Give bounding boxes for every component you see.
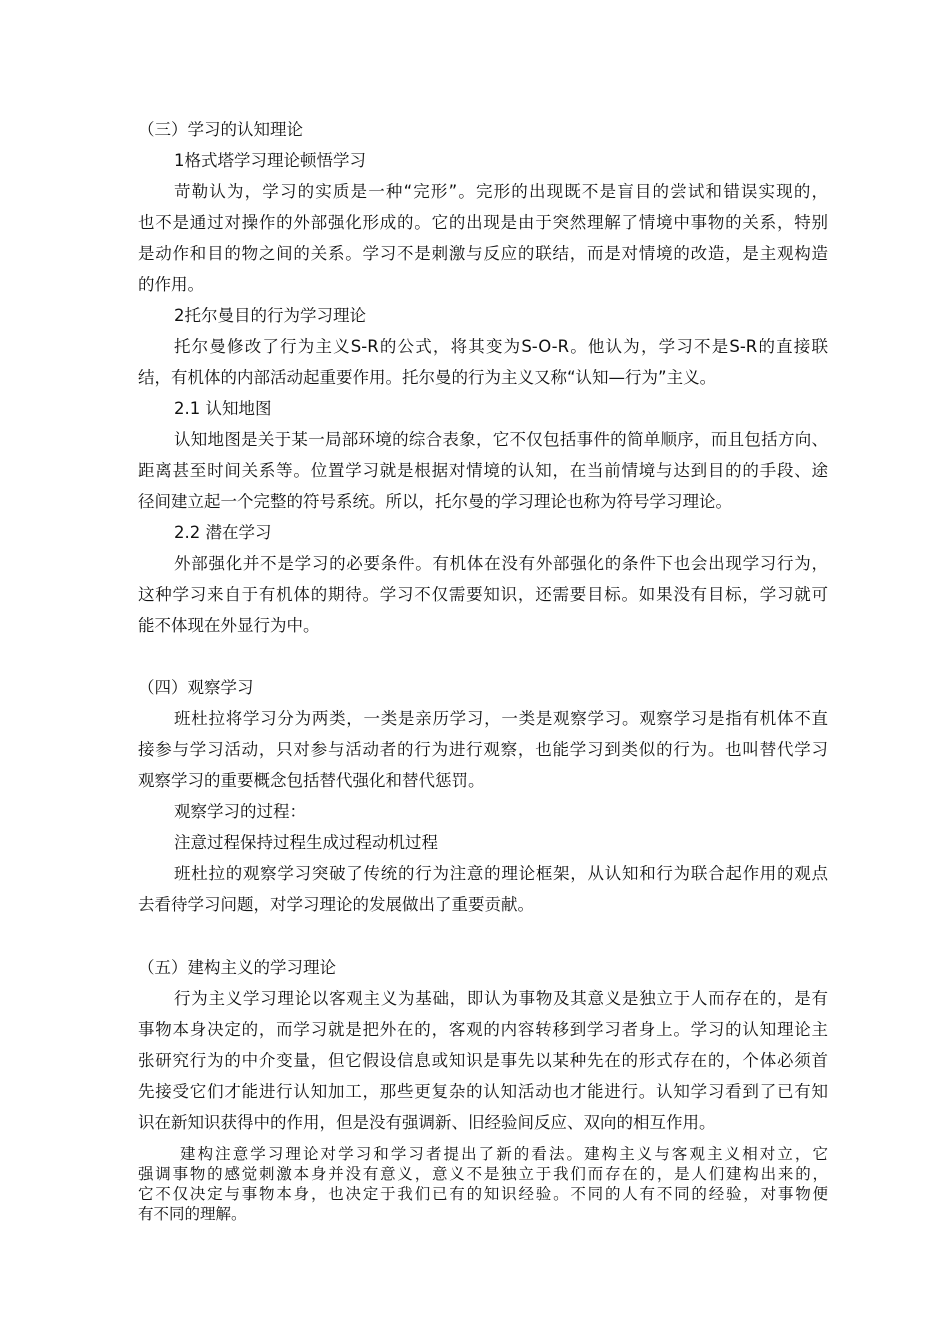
paragraph-line: 行为主义学习理论以客观主义为基础，即认为事物及其意义是独立于人而存在的，是有 bbox=[174, 989, 828, 1008]
paragraph-line: 班杜拉的观察学习突破了传统的行为注意的理论框架，从认知和行为联合起作用的观点 bbox=[174, 864, 828, 883]
paragraph-line: 观察学习的重要概念包括替代强化和替代惩罚。 bbox=[138, 771, 485, 790]
paragraph-line: 认知地图是关于某一局部环境的综合表象，它不仅包括事件的简单顺序，而且包括方向、 bbox=[174, 430, 828, 449]
paragraph-line: 有不同的理解。 bbox=[138, 1205, 247, 1223]
paragraph-line: 注意过程保持过程生成过程动机过程 bbox=[174, 833, 438, 852]
paragraph-line: 班杜拉将学习分为两类，一类是亲历学习，一类是观察学习。观察学习是指有机体不直 bbox=[174, 709, 828, 728]
paragraph-line: 径间建立起一个完整的符号系统。所以，托尔曼的学习理论也称为符号学习理论。 bbox=[138, 492, 732, 511]
paragraph-line: 是动作和目的物之间的关系。学习不是刺激与反应的联结，而是对情境的改造，是主观构造 bbox=[138, 244, 828, 263]
paragraph-line: 能不体现在外显行为中。 bbox=[138, 616, 320, 635]
paragraph-line: 也不是通过对操作的外部强化形成的。它的出现是由于突然理解了情境中事物的关系，特别 bbox=[138, 213, 828, 232]
paragraph-line: 的作用。 bbox=[138, 275, 204, 294]
paragraph-line: 识在新知识获得中的作用，但是没有强调新、旧经验间反应、双向的相互作用。 bbox=[138, 1113, 716, 1132]
paragraph-line: 结，有机体的内部活动起重要作用。托尔曼的行为主义又称“认知—行为”主义。 bbox=[138, 368, 717, 387]
section-3-heading: （三）学习的认知理论 bbox=[138, 120, 303, 139]
subheading-gestalt: 1格式塔学习理论顿悟学习 bbox=[174, 151, 366, 170]
paragraph-line: 观察学习的过程： bbox=[174, 802, 306, 821]
paragraph-line: 苛勒认为，学习的实质是一种“完形”。完形的出现既不是盲目的尝试和错误实现的， bbox=[174, 182, 828, 201]
paragraph-line: 事物本身决定的，而学习就是把外在的，客观的内容转移到学习者身上。学习的认知理论主 bbox=[138, 1020, 828, 1039]
paragraph-line: 距离甚至时间关系等。位置学习就是根据对情境的认知，在当前情境与达到目的的手段、途 bbox=[138, 461, 828, 480]
paragraph-line: 接参与学习活动，只对参与活动者的行为进行观察，也能学习到类似的行为。也叫替代学习 bbox=[138, 740, 828, 759]
paragraph-line: 外部强化并不是学习的必要条件。有机体在没有外部强化的条件下也会出现学习行为， bbox=[174, 554, 828, 573]
paragraph-line: 它不仅决定与事物本身，也决定于我们已有的知识经验。不同的人有不同的经验，对事物便 bbox=[138, 1185, 828, 1203]
subheading-tolman: 2托尔曼目的行为学习理论 bbox=[174, 306, 366, 325]
paragraph-line: 先接受它们才能进行认知加工，那些更复杂的认知活动也才能进行。认知学习看到了已有知 bbox=[138, 1082, 828, 1101]
paragraph-line: 张研究行为的中介变量，但它假设信息或知识是事先以某种先在的形式存在的，个体必须首 bbox=[138, 1051, 828, 1070]
paragraph-line: 建构注意学习理论对学习和学习者提出了新的看法。建构主义与客观主义相对立，它 bbox=[180, 1145, 828, 1163]
section-4-heading: （四）观察学习 bbox=[138, 678, 254, 697]
subheading-latent-learning: 2.2 潜在学习 bbox=[174, 523, 272, 542]
paragraph-line: 托尔曼修改了行为主义S-R的公式，将其变为S-O-R。他认为，学习不是S-R的直接联 bbox=[174, 337, 828, 356]
section-5-heading: （五）建构主义的学习理论 bbox=[138, 958, 336, 977]
paragraph-line: 强调事物的感觉刺激本身并没有意义，意义不是独立于我们而存在的，是人们建构出来的， bbox=[138, 1165, 828, 1183]
paragraph-line: 去看待学习问题，对学习理论的发展做出了重要贡献。 bbox=[138, 895, 534, 914]
subheading-cognitive-map: 2.1 认知地图 bbox=[174, 399, 272, 418]
paragraph-line: 这种学习来自于有机体的期待。学习不仅需要知识，还需要目标。如果没有目标，学习就可 bbox=[138, 585, 828, 604]
